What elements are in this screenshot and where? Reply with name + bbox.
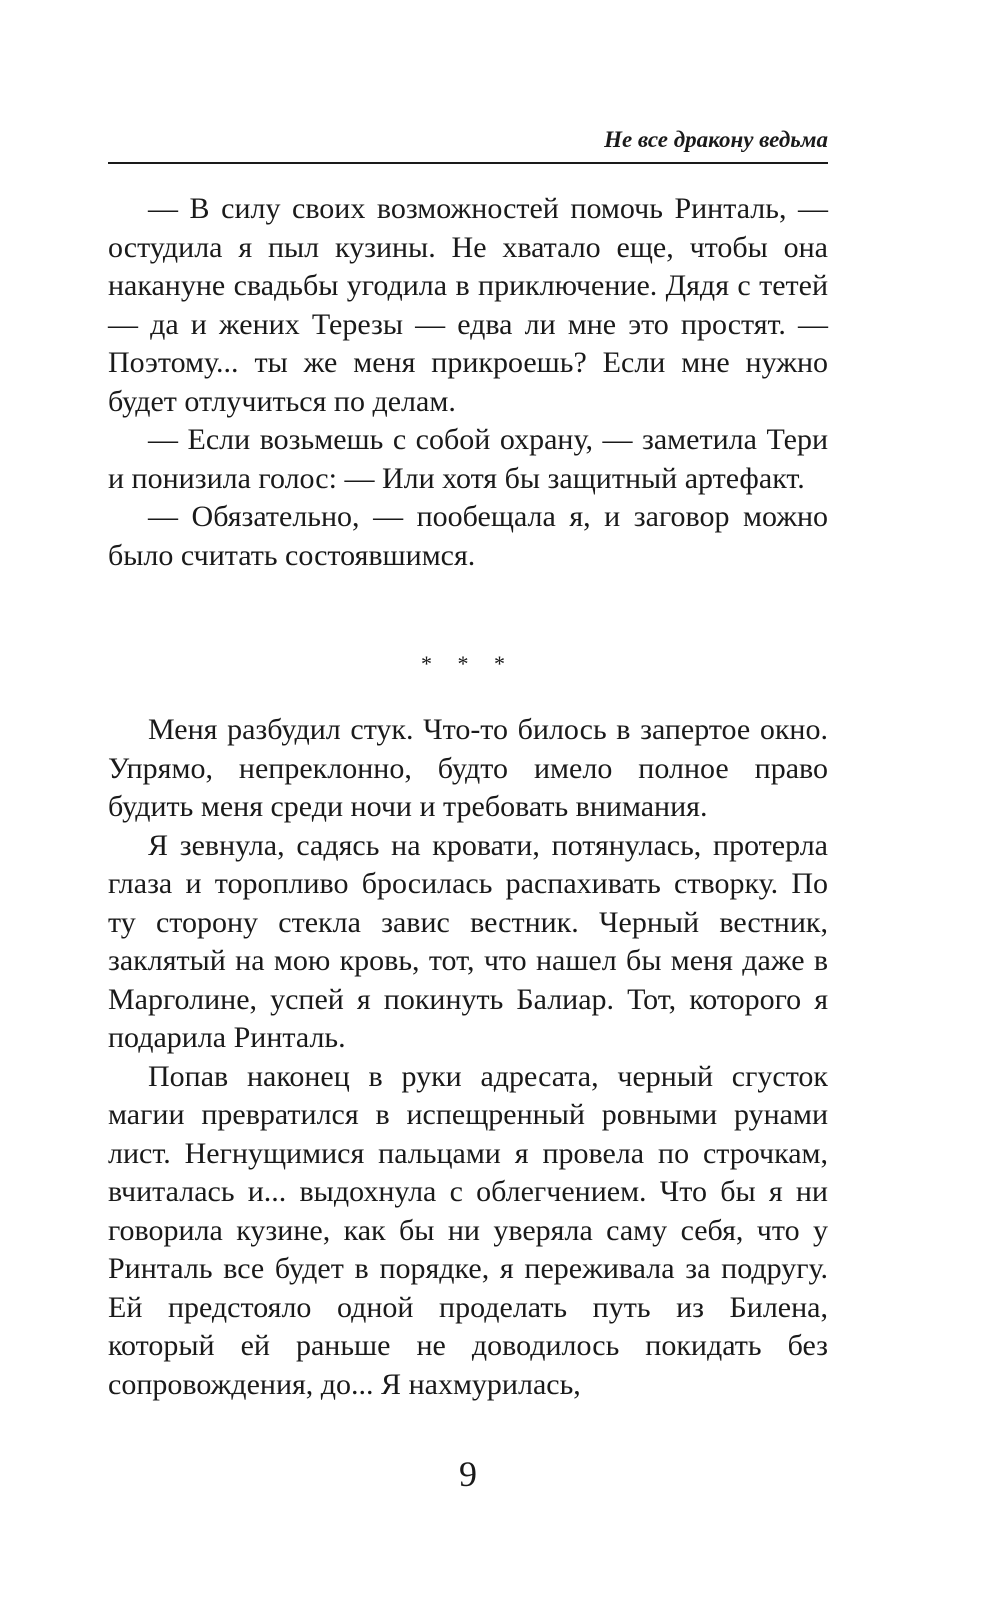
page-number: 9 [459,1454,477,1494]
paragraph: Меня разбудил стук. Что-то билось в запертое окно. Упрямо, непреклонно, будто имело полное право будить меня среди ночи и требовать внимания. [108,713,828,823]
text-block-1 [108,190,828,575]
paragraph: — Если возьмешь с собой охрану, — заметила Тери и понизила голос: — Или хотя бы защитный артефакт. [108,423,828,495]
running-head: Не все дракону ведьма [604,127,828,152]
scene-separator: * * * [421,651,515,676]
paragraph: Я зевнула, садясь на кровати, потянулась, протерла глаза и торопливо бросилась распахивать створку. По ту сторону стекла завис вестник. Черный вестник, заклятый на мою кровь, тот, что нашел бы меня даже в Марголине, успей я покинуть Балиар. Тот, которого я подарила Ринталь. [108,828,828,1054]
header-rule [108,162,828,164]
paragraph: — В силу своих возможностей помочь Ринталь, — остудила я пыл кузины. Не хватало еще, чтобы она накануне свадьбы угодила в приключение. Дядя с тетей — да и жених Терезы — едва ли мне это простят. — Поэтому... ты же меня прикроешь? Если мне нужно будет отлучиться по делам. [108,192,828,418]
text-block-2 [108,711,828,1404]
paragraph: — Обязательно, — пообещала я, и заговор можно было считать состоявшимся. [108,500,828,572]
paragraph: Попав наконец в руки адресата, черный сгусток магии превратился в испещренный ровными рунами лист. Негнущимися пальцами я провела по строчкам, вчиталась и... выдохнула с облегчением. Что бы я ни говорила кузине, как бы ни уверяла саму себя, что у Ринталь все будет в порядке, я переживала за подругу. Ей предстояло одной проделать путь из Билена, который ей раньше не доводилось покидать без сопровождения, до... Я нахмурилась, [108,1059,828,1401]
